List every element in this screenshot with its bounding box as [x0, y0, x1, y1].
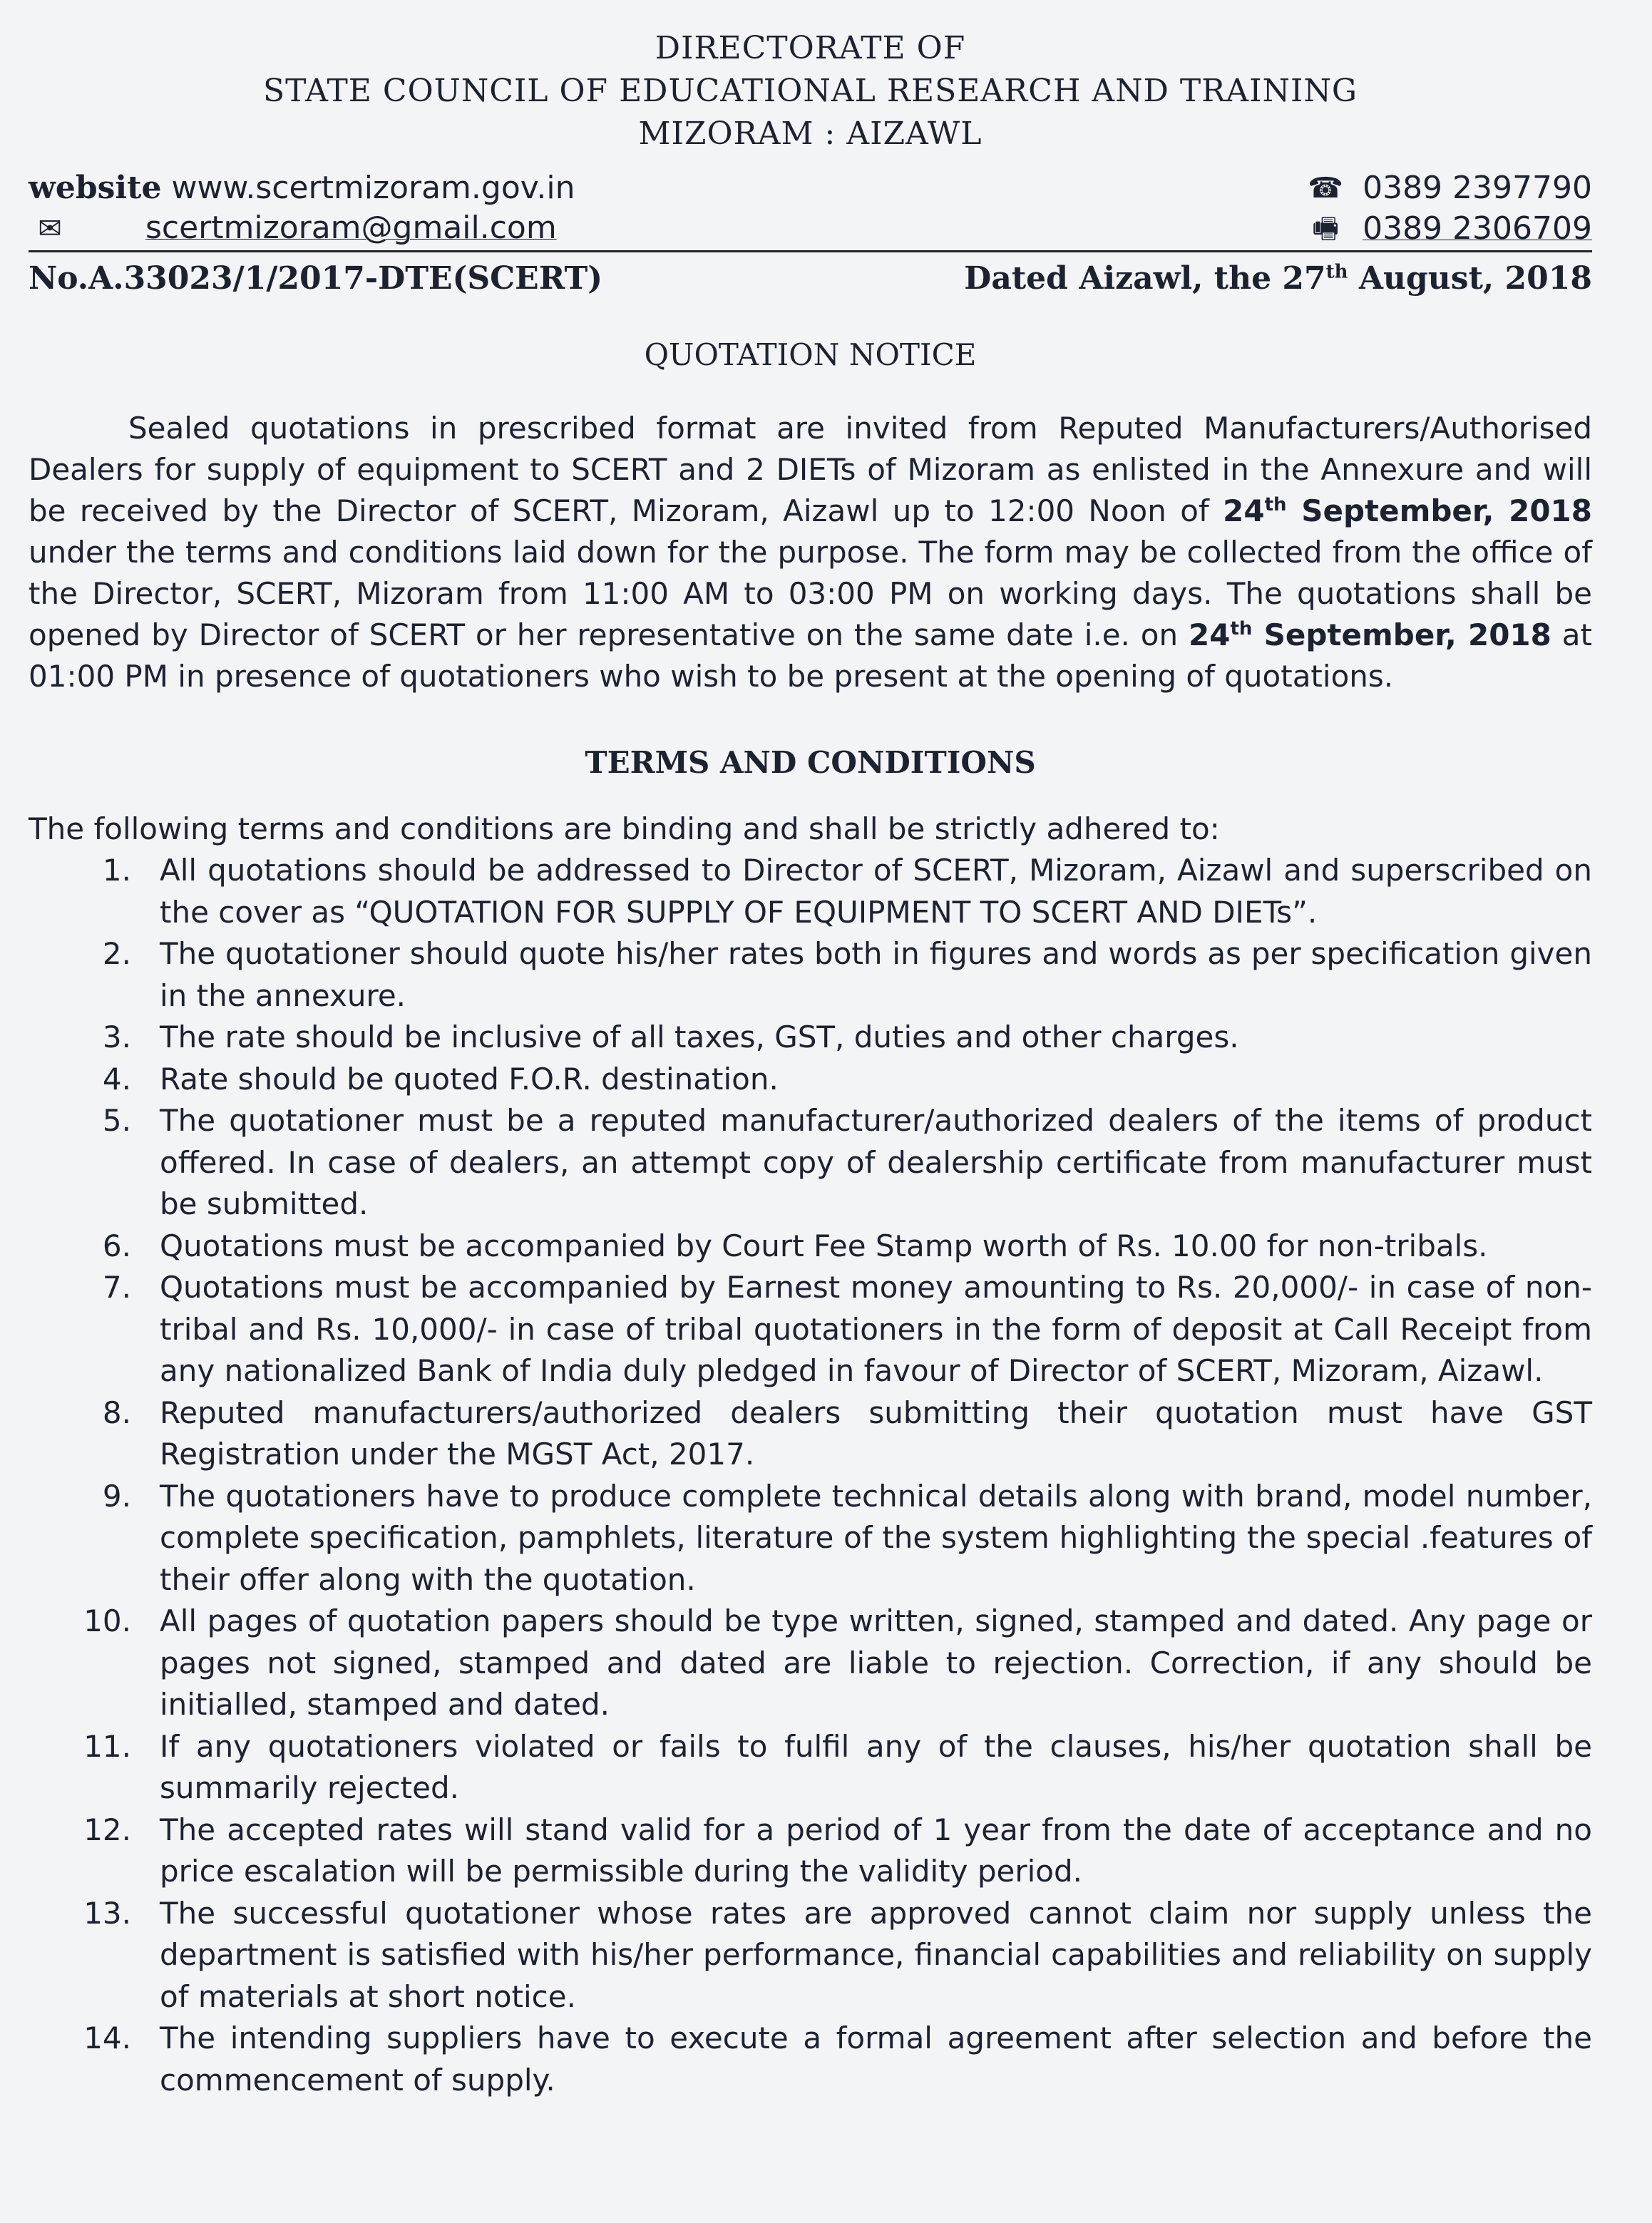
terms-title: TERMS AND CONDITIONS [585, 745, 1036, 780]
fax-icon: 🖷 [1312, 212, 1339, 245]
header-line-2: STATE COUNCIL OF EDUCATIONAL RESEARCH AND TRAINING [263, 73, 1358, 109]
website-link[interactable]: www.scertmizoram.gov.in [171, 170, 575, 206]
reference-date: Dated Aizawl, the 27th August, 2018 [964, 260, 1592, 297]
notice-paragraph: Sealed quotations in prescribed format are invited from Reputed Manufacturers/Authorised Dealers for supply of equipment to SCERT and 2 DIETs of Mizoram as enlisted in the Annexure and will be received by the Director of SCERT, Mizoram, Aizawl up to 12:00 Noon of 24th September, 2018 under the terms and conditions laid down for the purpose. The form may be collected from the office of the Director, SCERT, Mizoram from 11:00 AM to 03:00 PM on working days. The quotations shall be opened by Director of SCERT or her representative on the same date i.e. on 24th September, 2018 at 01:00 PM in presence of quotationers who wish to be present at the opening of quotations. [29, 411, 1593, 694]
list-item: 12. The accepted rates will stand valid for a period of 1 year from the date of acceptance and no price escalation will be permissible during the validity period. [83, 1812, 1592, 1889]
list-item: 4. Rate should be quoted F.O.R. destination. [102, 1061, 779, 1097]
list-item: 6. Quotations must be accompanied by Court Fee Stamp worth of Rs. 10.00 for non-tribals. [102, 1228, 1488, 1263]
contact-row-1 [29, 168, 1592, 208]
list-item: 2. The quotationer should quote his/her rates both in figures and words as per specification given in the annexure. [102, 936, 1592, 1013]
fax-number: 0389 2306709 [1363, 210, 1592, 247]
list-item: 8. Reputed manufacturers/authorized dealers submitting their quotation must have GST Registration under the MGST Act, 2017. [102, 1395, 1592, 1472]
list-item: 11. If any quotationers violated or fails to fulfil any of the clauses, his/her quotation shall be summarily rejected. [83, 1728, 1592, 1805]
email-address[interactable]: scertmizoram@gmail.com [145, 210, 557, 246]
list-item: 3. The rate should be inclusive of all taxes, GST, duties and other charges. [102, 1020, 1239, 1054]
letterhead [29, 0, 1592, 155]
envelope-icon: ✉ [38, 212, 62, 245]
list-item: 10. All pages of quotation papers should be type written, signed, stamped and dated. Any page or pages not signed, stamped and dated are liable to rejection. Correction, if any should be initialled, stamped and dated. [83, 1603, 1592, 1722]
website-label: website [29, 170, 162, 206]
list-item: 7. Quotations must be accompanied by Earnest money amounting to Rs. 20,000/- in case of non-tribal and Rs. 10,000/- in case of tribal quotationers in the form of deposit at Call Receipt from any nationalized Bank of India duly pledged in favour of Director of SCERT, Mizoram, Aizawl. [102, 1270, 1592, 1388]
terms-intro: The following terms and conditions are binding and shall be strictly adhered to: [29, 811, 1220, 846]
contact-row-2 [29, 208, 1592, 249]
reference-row [29, 257, 1592, 301]
list-item: 14. The intending suppliers have to execute a formal agreement after selection and before the commencement of supply. [83, 2021, 1592, 2098]
list-item: 5. The quotationer must be a reputed manufacturer/authorized dealers of the items of product offered. In case of dealers, an attempt copy of dealership certificate from manufacturer must be submitted. [102, 1103, 1592, 1221]
notice-title: QUOTATION NOTICE [644, 337, 977, 372]
list-item: 13. The successful quotationer whose rates are approved cannot claim nor supply unless the department is satisfied with his/her performance, financial capabilities and reliability on supply of materials at short notice. [83, 1895, 1592, 2014]
header-line-3: MIZORAM : AIZAWL [638, 115, 983, 152]
phone-number: 0389 2397790 [1363, 170, 1592, 206]
list-item: 9. The quotationers have to produce complete technical details along with brand, model number, complete specification, pamphlets, literature of the system highlighting the special .features of their offer along with the quotation. [102, 1478, 1592, 1597]
telephone-icon: ☎ [1308, 172, 1343, 205]
terms-list [29, 850, 1592, 2101]
reference-number: No.A.33023/1/2017-DTE(SCERT) [29, 260, 603, 297]
header-divider [29, 250, 1592, 252]
list-item: 1. All quotations should be addressed to Director of SCERT, Mizoram, Aizawl and superscribed on the cover as “QUOTATION FOR SUPPLY OF EQUIPMENT TO SCERT AND DIETs”. [102, 853, 1592, 930]
header-line-1: DIRECTORATE OF [655, 30, 966, 66]
